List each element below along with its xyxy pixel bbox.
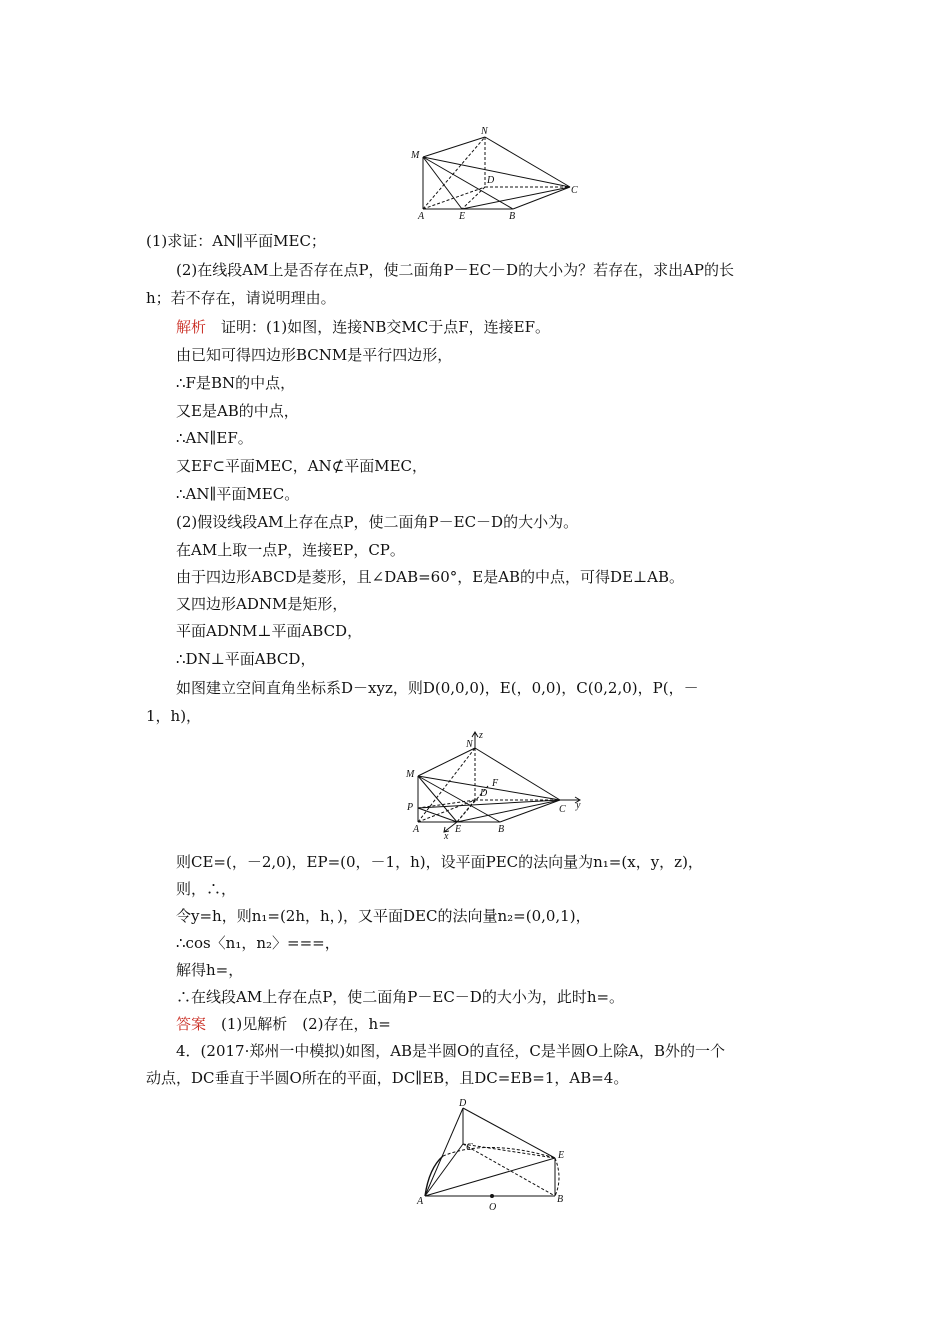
label-a: A — [417, 1196, 424, 1207]
answer-tag: 答案 — [176, 1015, 207, 1033]
label-b: B — [498, 824, 505, 835]
text-line: ∴DN⊥平面ABCD， — [176, 650, 316, 668]
label-z: z — [479, 730, 483, 741]
label-c: C — [559, 804, 566, 815]
text-line: 1，h)， — [146, 707, 202, 725]
text-line: (2)在线段AM上是否存在点P，使二面角P－EC－D的大小为？若存在，求出AP的长 — [176, 261, 735, 279]
text-line: 动点，DC垂直于半圆O所在的平面，DC∥EB，且DC=EB=1，AB=4。 — [146, 1069, 629, 1087]
label-e: E — [455, 824, 462, 835]
text-line: 又四边形ADNM是矩形， — [176, 595, 348, 613]
figure-1-pyramid — [405, 125, 585, 220]
answer-line — [176, 1015, 391, 1033]
text-line: 解得h=， — [176, 961, 244, 979]
label-c: C — [466, 1142, 473, 1153]
label-e: E — [558, 1150, 565, 1161]
text-line: 由于四边形ABCD是菱形，且∠DAB=60°，E是AB的中点，可得DE⊥AB。 — [176, 568, 684, 586]
label-n: N — [466, 739, 473, 750]
text-line: ∴cos〈n₁，n₂〉===， — [176, 934, 340, 952]
label-f: F — [492, 778, 499, 789]
text-line: 又EF⊂平面MEC，AN⊄平面MEC， — [176, 457, 428, 475]
text-line: ∴在线段AM上存在点P，使二面角P－EC－D的大小为，此时h=。 — [176, 988, 625, 1006]
text-line: 又E是AB的中点， — [176, 402, 299, 420]
text-line: 如图建立空间直角坐标系D－xyz，则D(0,0,0)，E(，0,0)，C(0,2,0)，P(，－ — [176, 679, 699, 697]
figure-2-coordinate-system — [400, 728, 595, 840]
problem-4-line: 4．(2017·郑州一中模拟)如图，AB是半圆O的直径，C是半圆O上除A，B外的一个 — [176, 1042, 725, 1060]
figure-3-semicircle — [415, 1098, 575, 1218]
text-line: 由已知可得四边形BCNM是平行四边形， — [176, 346, 453, 364]
label-p: P — [407, 802, 414, 813]
label-m: M — [406, 769, 415, 780]
label-c: C — [571, 185, 578, 196]
text-line: 在AM上取一点P，连接EP，CP。 — [176, 541, 405, 559]
label-e: E — [459, 211, 466, 220]
label-d: D — [459, 1098, 467, 1109]
text-line: 则CE=(，－2,0)，EP=(0，－1，h)，设平面PEC的法向量为n₁=(x，y，z)， — [176, 853, 703, 871]
text-line: ∴AN∥EF。 — [176, 429, 253, 447]
text-line: 证明：(1)如图，连接NB交MC于点F，连接EF。 — [221, 318, 551, 336]
text-line: 平面ADNM⊥平面ABCD， — [176, 622, 363, 640]
solution-line — [176, 318, 550, 336]
text-line: ∴AN∥平面MEC。 — [176, 485, 300, 503]
text-line: (1)见解析 (2)存在，h= — [221, 1015, 391, 1033]
solution-tag: 解析 — [176, 318, 207, 336]
text-line: h；若不存在，请说明理由。 — [146, 289, 336, 307]
label-b: B — [557, 1194, 564, 1205]
label-x: x — [444, 831, 449, 840]
text-line: 则，∴， — [176, 880, 237, 898]
label-d: D — [480, 788, 488, 799]
text-line: (2)假设线段AM上存在点P，使二面角P－EC－D的大小为。 — [176, 513, 579, 531]
label-y: y — [576, 800, 581, 811]
text-line: (1)求证：AN∥平面MEC； — [146, 232, 326, 250]
label-a: A — [418, 211, 425, 220]
label-o: O — [489, 1202, 497, 1213]
label-m: M — [411, 150, 420, 161]
text-line: 令y=h，则n₁=(2h，h，)，又平面DEC的法向量n₂=(0,0,1)， — [176, 907, 591, 925]
label-d: D — [487, 175, 495, 186]
label-b: B — [509, 211, 516, 220]
label-a: A — [413, 824, 420, 835]
text-line: ∴F是BN的中点， — [176, 374, 296, 392]
label-n: N — [481, 126, 488, 137]
